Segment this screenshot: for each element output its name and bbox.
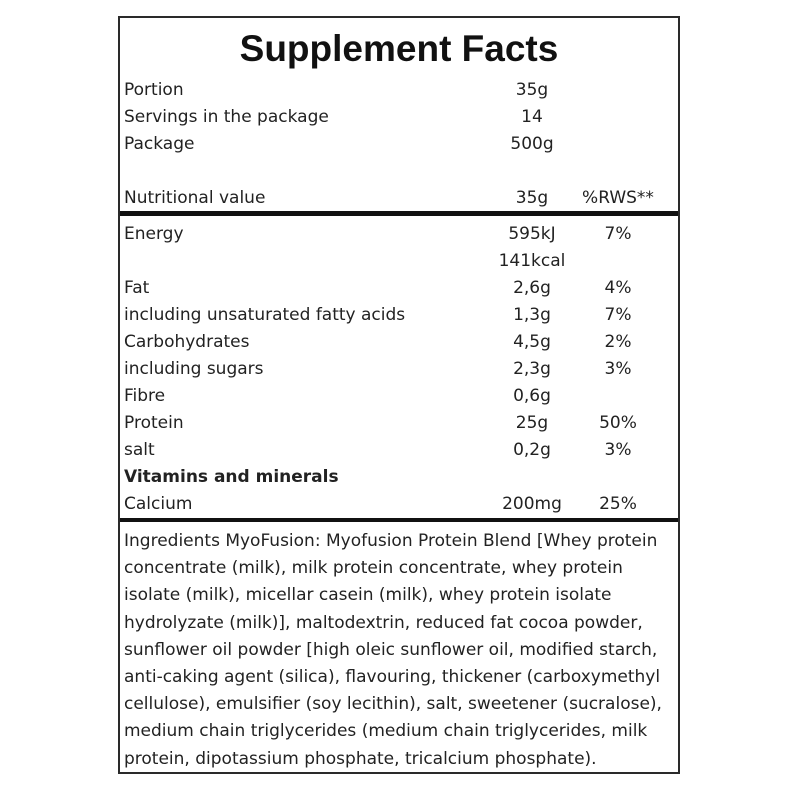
nutrient-amount: 1,3g (513, 305, 551, 325)
nutrient-row (124, 437, 678, 463)
thick-divider (120, 211, 678, 216)
nutrient-label: Fibre (124, 386, 166, 406)
header-label: Nutritional value (124, 188, 266, 208)
nutrient-rws: 3% (604, 359, 632, 379)
info-value: 500g (510, 134, 554, 154)
info-row-portion (124, 77, 678, 103)
nutrient-label: including unsaturated fatty acids (124, 305, 406, 325)
nutrient-label: Energy (124, 224, 184, 244)
nutrient-rws: 2% (604, 332, 632, 352)
nutrient-label: salt (124, 440, 155, 460)
thick-divider (120, 518, 678, 522)
nutrient-amount: 2,6g (513, 278, 551, 298)
nutrient-row (124, 248, 678, 274)
nutrient-rws: 50% (599, 413, 637, 433)
page-title: Supplement Facts (239, 28, 559, 69)
nutrient-amount: 200mg (502, 494, 562, 514)
supplement-facts-panel (118, 16, 680, 774)
nutrient-label: Fat (124, 278, 150, 298)
nutrient-row (124, 491, 678, 517)
nutrient-row (124, 221, 678, 247)
nutrient-row (124, 329, 678, 355)
nutrient-rws: 25% (599, 494, 637, 514)
nutrient-row (124, 275, 678, 301)
nutrient-amount: 595kJ (508, 224, 556, 244)
nutrient-amount: 4,5g (513, 332, 551, 352)
ingredients-text: Ingredients MyoFusion: Myofusion Protein Blend [Whey protein concentrate (milk), milk protein concentrate, whey protein isolate (milk), micellar casein (milk), whey protein isolate hydrolyzate (milk)], maltodextrin, reduced fat cocoa powder, sunflower oil powder [high oleic sunflower oil, modified starch, anti-caking agent (silica), flavouring, thickener (carboxymethyl cellulose), emulsifier (soy lecithin), salt, sweetener (sucralose), medium chain triglycerides (medium chain triglycerides, milk protein, dipotassium phosphate, tricalcium phosphate). (124, 531, 662, 769)
nutrition-header-row (124, 185, 678, 211)
nutrient-row (124, 410, 678, 436)
info-label: Servings in the package (124, 107, 329, 127)
info-row-package (124, 131, 678, 157)
nutrient-amount: 141kcal (498, 251, 566, 271)
nutrient-label: Carbohydrates (124, 332, 250, 352)
info-label: Package (124, 134, 195, 154)
nutrient-rws: 3% (604, 440, 632, 460)
info-label: Portion (124, 80, 184, 100)
nutrient-row (124, 302, 678, 328)
nutrient-row (124, 356, 678, 382)
nutrient-amount: 0,6g (513, 386, 551, 406)
header-rws: %RWS** (582, 188, 654, 208)
header-amount: 35g (515, 188, 549, 208)
info-row-servings (124, 104, 678, 130)
nutrient-label: Protein (124, 413, 184, 433)
nutrient-label: Calcium (124, 494, 193, 514)
nutrient-amount: 2,3g (513, 359, 551, 379)
nutrient-amount: 0,2g (513, 440, 551, 460)
section-heading-vitamins (124, 464, 678, 490)
info-value: 35g (515, 80, 549, 100)
nutrient-rws: 4% (604, 278, 632, 298)
nutrient-label: including sugars (124, 359, 264, 379)
nutrient-rws: 7% (604, 224, 632, 244)
nutrient-rws: 7% (604, 305, 632, 325)
info-value: 14 (521, 107, 543, 127)
nutrient-amount: 25g (515, 413, 549, 433)
nutrient-row (124, 383, 678, 409)
section-heading-label: Vitamins and minerals (124, 467, 339, 487)
